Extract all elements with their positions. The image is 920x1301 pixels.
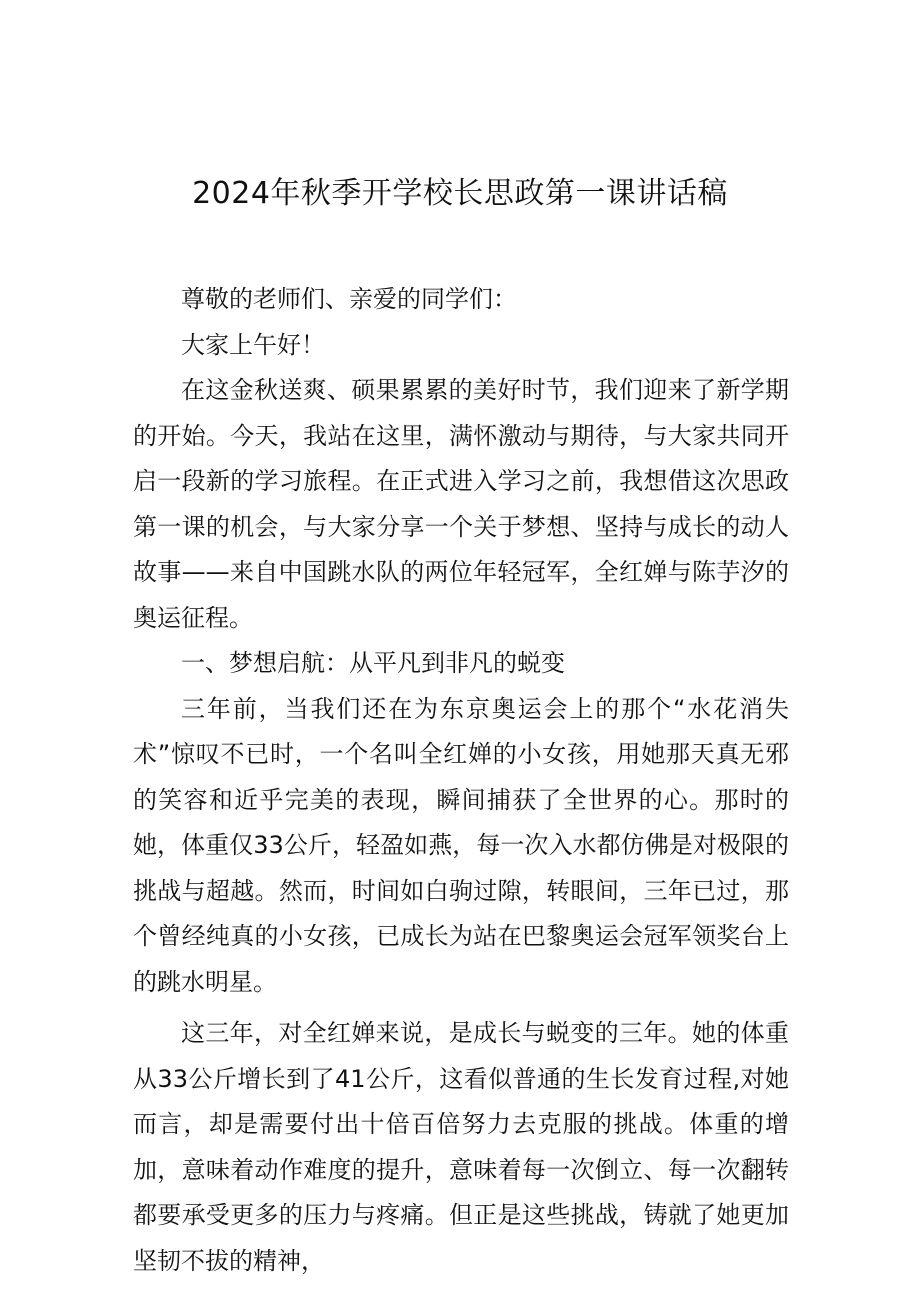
- document-body: [133, 277, 789, 1284]
- paragraph-story: 三年前，当我们还在为东京奥运会上的那个“水花消失术”惊叹不已时，一个名叫全红婵的小女孩，用她那天真无邪的笑容和近乎完美的表现，瞬间捕获了全世界的心。那时的她，体重仅33公斤，轻盈如燕，每一次入水都仿佛是对极限的挑战与超越。然而，时间如白驹过隙，转眼间，三年已过，那个曾经纯真的小女孩，已成长为站在巴黎奥运会冠军领奖台上的跳水明星。: [133, 694, 789, 996]
- paragraph-intro: 在这金秋送爽、硕果累累的美好时节，我们迎来了新学期的开始。今天，我站在这里，满怀激动与期待，与大家共同开启一段新的学习旅程。在正式进入学习之前，我想借这次思政第一课的机会，与大家分享一个关于梦想、坚持与成长的动人故事——来自中国跳水队的两位年轻冠军，全红婵与陈芋汐的奥运征程。: [133, 376, 789, 632]
- document-title: 2024年秋季开学校长思政第一课讲话稿: [192, 176, 728, 211]
- greeting: 大家上午好！: [181, 330, 325, 359]
- salutation: 尊敬的老师们、亲爱的同学们：: [181, 285, 517, 313]
- paragraph-growth: 这三年，对全红婵来说，是成长与蜕变的三年。她的体重从33公斤增长到了41公斤，这看似普通的生长发育过程,对她而言，却是需要付出十倍百倍努力去克服的挑战。体重的增加，意味着动作难度的提升，意味着每一次倒立、每一次翻转都要承受更多的压力与疼痛。但正是这些挑战，铸就了她更加坚韧不拔的精神，: [133, 1019, 789, 1275]
- section-heading: 一、梦想启航：从平凡到非凡的蜕变: [181, 649, 565, 677]
